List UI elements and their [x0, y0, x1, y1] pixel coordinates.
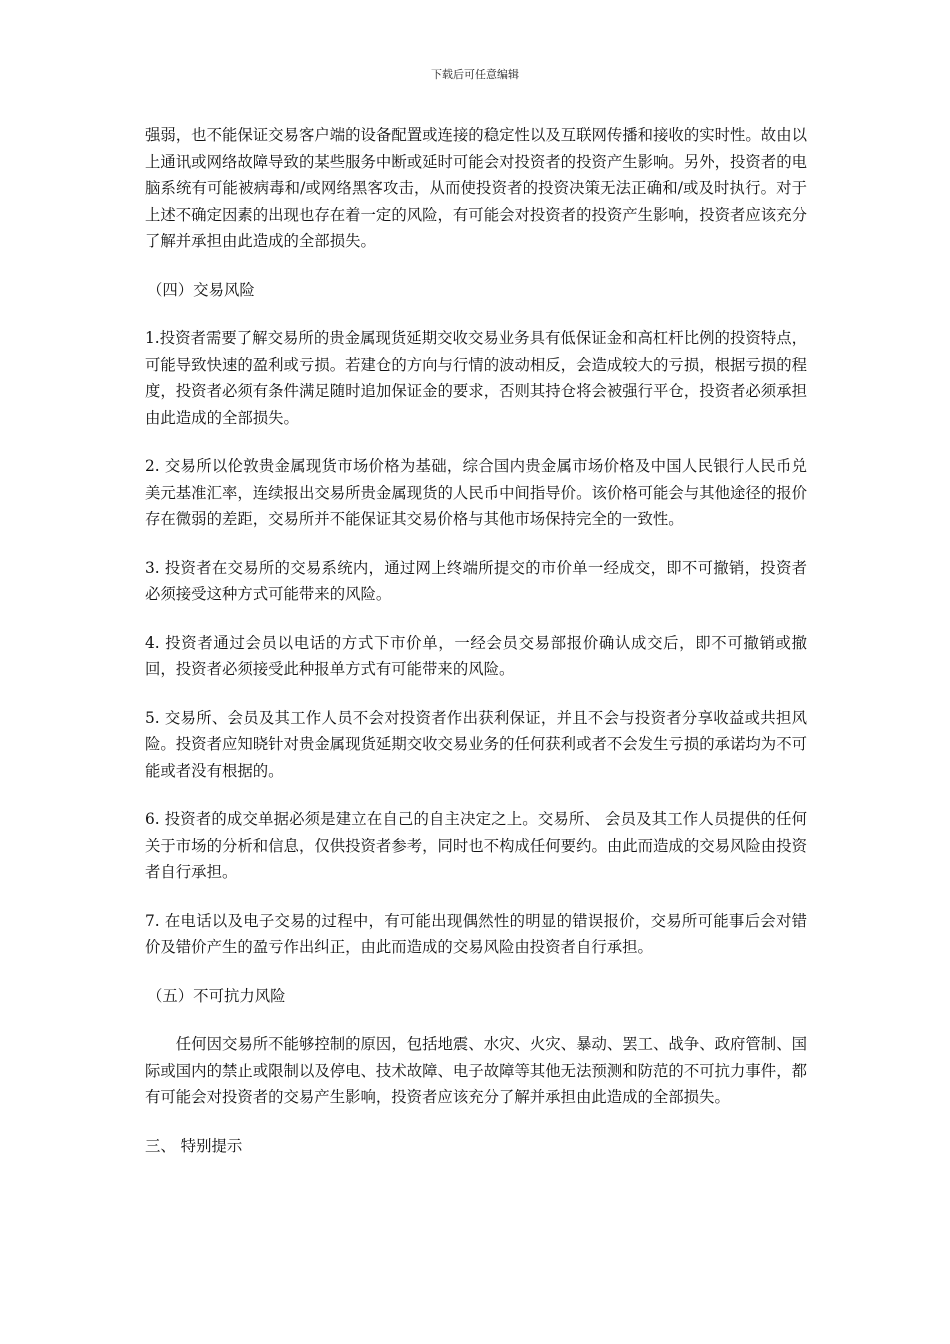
risk-item-2: 2. 交易所以伦敦贵金属现货市场价格为基础，综合国内贵金属市场价格及中国人民银行人民币兑美元基准汇率，连续报出交易所贵金属现货的人民币中间指导价。该价格可能会与其他途径的报价存在微弱的差距，交易所并不能保证其交易价格与其他市场保持完全的一致性。	[145, 457, 807, 528]
heading-trading-risk: （四）交易风险	[147, 280, 255, 299]
risk-item-5: 5. 交易所、会员及其工作人员不会对投资者作出获利保证，并且不会与投资者分享收益或共担风险。投资者应知晓针对贵金属现货延期交收交易业务的任何获利或者不会发生亏损的承诺均为不可能或者没有根据的。	[145, 708, 807, 780]
page-header: 下载后可任意编辑	[431, 68, 519, 81]
risk-item-3: 3. 投资者在交易所的交易系统内，通过网上终端所提交的市价单一经成交，即不可撤销，投资者必须接受这种方式可能带来的风险。	[145, 558, 807, 603]
heading-force-majeure: （五）不可抗力风险	[147, 986, 286, 1005]
risk-item-4: 4. 投资者通过会员以电话的方式下市价单，一经会员交易部报价确认成交后，即不可撤销或撤回，投资者必须接受此种报单方式有可能带来的风险。	[145, 633, 807, 678]
risk-item-7: 7. 在电话以及电子交易的过程中，有可能出现偶然性的明显的错误报价，交易所可能事后会对错价及错价产生的盈亏作出纠正，由此而造成的交易风险由投资者自行承担。	[145, 911, 807, 956]
risk-item-1: 1.投资者需要了解交易所的贵金属现货延期交收交易业务具有低保证金和高杠杆比例的投资特点，可能导致快速的盈利或亏损。若建仓的方向与行情的波动相反，会造成较大的亏损，根据亏损的程度，投资者必须有条件满足随时追加保证金的要求，否则其持仓将会被强行平仓，投资者必须承担由此造成的全部损失。	[145, 329, 807, 427]
risk-item-6: 6. 投资者的成交单据必须是建立在自己的自主决定之上。交易所、 会员及其工作人员提供的任何关于市场的分析和信息，仅供投资者参考，同时也不构成任何要约。由此而造成的交易风险由投资者自行承担。	[145, 810, 807, 881]
intro-paragraph: 强弱，也不能保证交易客户端的设备配置或连接的稳定性以及互联网传播和接收的实时性。故由以上通讯或网络故障导致的某些服务中断或延时可能会对投资者的投资产生影响。另外，投资者的电脑系统有可能被病毒和/或网络黑客攻击，从而使投资者的投资决策无法正确和/或及时执行。对于上述不确定因素的出现也存在着一定的风险，有可能会对投资者的投资产生影响，投资者应该充分了解并承担由此造成的全部损失。	[145, 126, 807, 250]
force-majeure-paragraph: 任何因交易所不能够控制的原因，包括地震、水灾、火灾、暴动、罢工、战争、政府管制、国际或国内的禁止或限制以及停电、技术故障、电子故障等其他无法预测和防范的不可抗力事件，都有可能会对投资者的交易产生影响，投资者应该充分了解并承担由此造成的全部损失。	[145, 1035, 807, 1106]
section-special-notice: 三、 特别提示	[145, 1136, 243, 1155]
document-body	[145, 122, 807, 1159]
